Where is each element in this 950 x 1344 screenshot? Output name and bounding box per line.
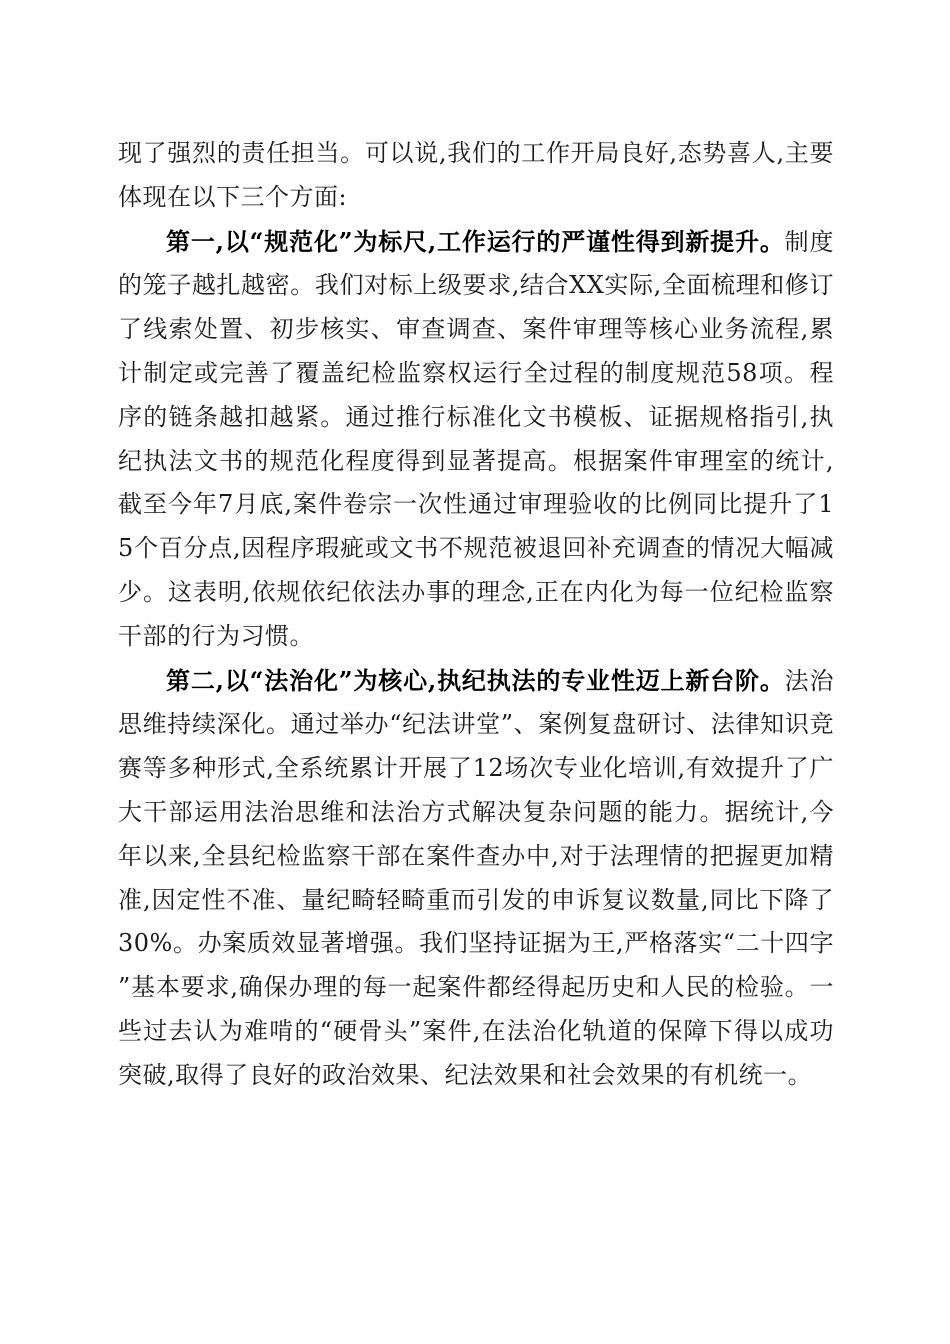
paragraph-rule-of-law-text: 法治思维持续深化。通过举办“纪法讲堂”、案例复盘研讨、法律知识竞赛等多种形式,全系统累计开展了12场次专业化培训,有效提升了广大干部运用法治思维和法治方式解决复杂问题的能力。据统计,今年以来,全县纪检监察干部在案件查办中,对于法理情的把握更加精准,因定性不准、量纪畸轻畸重而引发的申诉复议数量,同比下降了30%。办案质效显著增强。我们坚持证据为王,严格落实“二十四字”基本要求,确保办理的每一起案件都经得起历史和人民的检验。一些过去认为难啃的“硬骨头”案件,在法治化轨道的保障下得以成功突破,取得了良好的政治效果、纪法效果和社会效果的有机统一。	[118, 666, 834, 1089]
document-body	[118, 132, 834, 1098]
paragraph-rule-of-law	[118, 659, 834, 1098]
paragraph-rule-of-law-heading: 第二,以“法治化”为核心,执纪执法的专业性迈上新台阶。	[166, 665, 785, 695]
paragraph-standardization	[118, 220, 834, 659]
paragraph-intro	[118, 132, 834, 220]
paragraph-intro-text: 现了强烈的责任担当。可以说,我们的工作开局良好,态势喜人,主要体现在以下三个方面:	[118, 139, 834, 211]
paragraph-standardization-text: 制度的笼子越扎越密。我们对标上级要求,结合XX实际,全面梳理和修订了线索处置、初步核实、审查调查、案件审理等核心业务流程,累计制定或完善了覆盖纪检监察权运行全过程的制度规范58项。程序的链条越扣越紧。通过推行标准化文书模板、证据规格指引,执纪执法文书的规范化程度得到显著提高。根据案件审理室的统计,截至今年7月底,案件卷宗一次性通过审理验收的比例同比提升了15个百分点,因程序瑕疵或文书不规范被退回补充调查的情况大幅减少。这表明,依规依纪依法办事的理念,正在内化为每一位纪检监察干部的行为习惯。	[118, 227, 834, 650]
paragraph-standardization-heading: 第一,以“规范化”为标尺,工作运行的严谨性得到新提升。	[166, 226, 785, 256]
